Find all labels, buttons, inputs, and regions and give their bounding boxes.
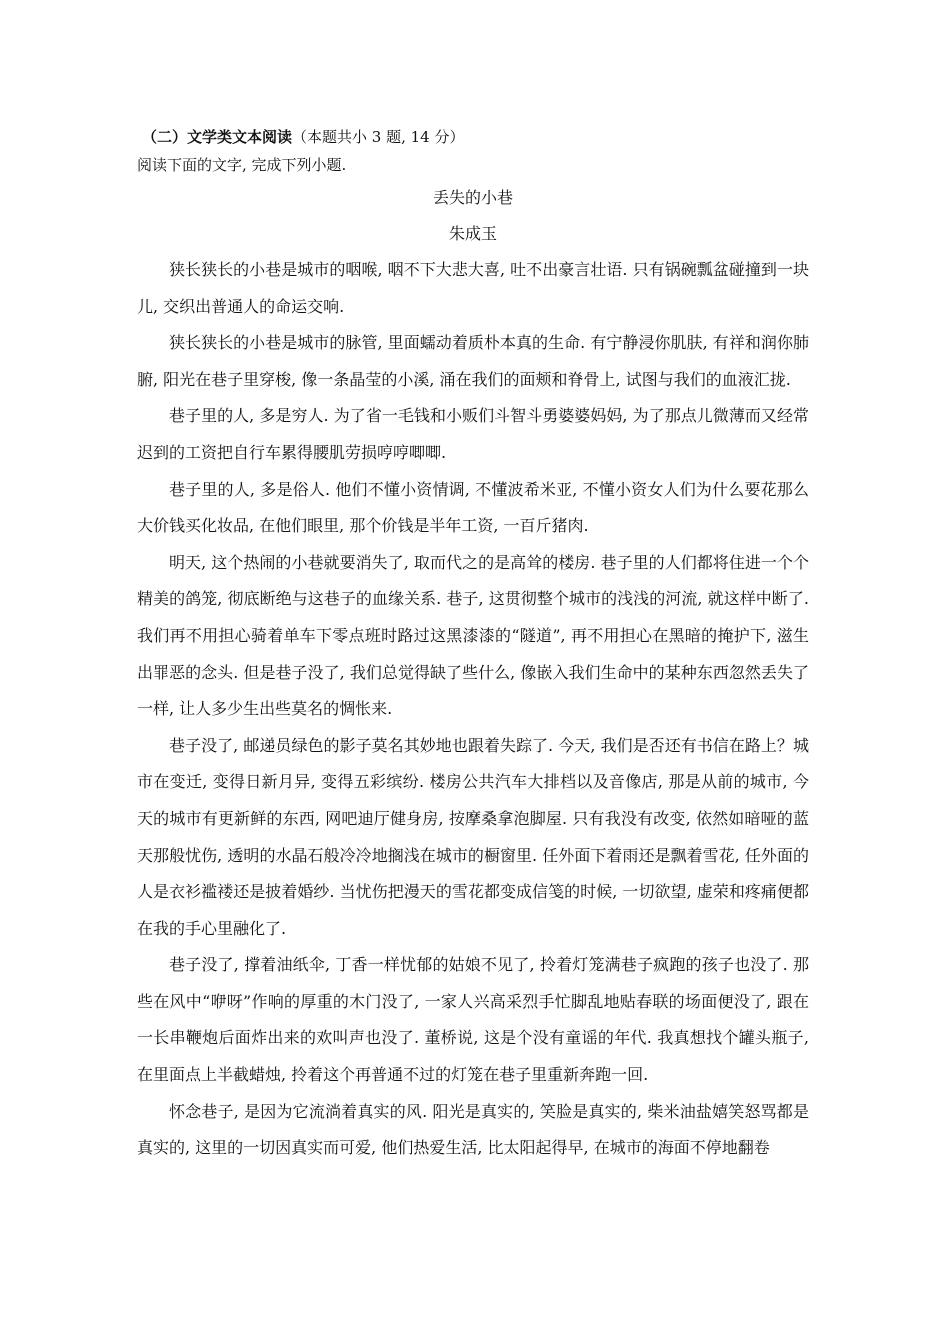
paragraph: 巷子里的人, 多是俗人. 他们不懂小资情调, 不懂波希米亚, 不懂小资女人们为什么要花那么大价钱买化妆品, 在他们眼里, 那个价钱是半年工资, 一百斤猪肉. — [137, 479, 809, 536]
section-meta: （本题共小 3 题, 14 分） — [292, 128, 465, 146]
paragraph: 巷子里的人, 多是穷人. 为了省一毛钱和小贩们斗智斗勇婆婆妈妈, 为了那点儿微薄而又经常迟到的工资把自行车累得腰肌劳损哼哼唧唧. — [137, 406, 809, 462]
article-author: 朱成玉 — [448, 224, 497, 243]
paragraph: 怀念巷子, 是因为它流淌着真实的风. 阳光是真实的, 笑脸是真实的, 柴米油盐嬉笑怒骂都是真实的, 这里的一切因真实而可爱, 他们热爱生活, 比太阳起得早, 在城市的海面不停地翻卷 — [137, 1101, 809, 1158]
instruction-text: 阅读下面的文字, 完成下列小题. — [137, 156, 347, 174]
paragraph: 巷子没了, 邮递员绿色的影子莫名其妙地也跟着失踪了. 今天, 我们是否还有书信在路上？城市在变迁, 变得日新月异, 变得五彩缤纷. 楼房公共汽车大排档以及音像店, 那是从前的城市, 今天的城市有更新鲜的东西, 网吧迪厅健身房, 按摩桑拿泡脚屋. 只有我没有改变, 依然如暗哑的蓝天那般忧伤, 透明的水晶石般冷冷地搁浅在城市的橱窗里. 任外面下着雨还是飘着雪花, 任外面的人是衣衫褴褛还是披着婚纱. 当忧伤把漫天的雪花都变成信笺的时候, 一切欲望, 虚荣和疼痛便都在我的手心里融化了. — [137, 735, 809, 938]
paragraph: 狭长狭长的小巷是城市的脉管, 里面蠕动着质朴本真的生命. 有宁静浸你肌肤, 有祥和润你肺腑, 阳光在巷子里穿梭, 像一条晶莹的小溪, 涌在我们的面颊和脊骨上, 试图与我们的血液汇拢. — [137, 333, 809, 389]
paragraph: 巷子没了, 撑着油纸伞, 丁香一样忧郁的姑娘不见了, 拎着灯笼满巷子疯跑的孩子也没了. 那些在风中“咿呀”作响的厚重的木门没了, 一家人兴高采烈手忙脚乱地贴春联的场面便没了, 跟在一长串鞭炮后面炸出来的欢叫声也没了. 董桥说, 这是个没有童谣的年代. 我真想找个罐头瓶子, 在里面点上半截蜡烛, 拎着这个再普通不过的灯笼在巷子里重新奔跑一回. — [137, 955, 809, 1085]
article-title: 丢失的小巷 — [432, 188, 513, 207]
paragraph: 狭长狭长的小巷是城市的咽喉, 咽不下大悲大喜, 吐不出豪言壮语. 只有锅碗瓢盆碰撞到一块儿, 交织出普通人的命运交响. — [137, 260, 809, 316]
article-body — [137, 252, 809, 1167]
paragraph: 明天, 这个热闹的小巷就要消失了, 取而代之的是高耸的楼房. 巷子里的人们都将住进一个个精美的鸽笼, 彻底断绝与这巷子的血缘关系. 巷子, 这贯彻整个城市的浅浅的河流, 就这样中断了. 我们再不用担心骑着单车下零点班时路过这黑漆漆的“隧道”, 再不用担心在黑暗的掩护下, 滋生出罪恶的念头. 但是巷子没了, 我们总觉得缺了些什么, 像嵌入我们生命中的某种东西忽然丢失了一样, 让人多少生出些莫名的惆怅来. — [137, 552, 809, 719]
section-label: （二）文学类文本阅读 — [142, 128, 293, 146]
section-header — [142, 124, 950, 150]
